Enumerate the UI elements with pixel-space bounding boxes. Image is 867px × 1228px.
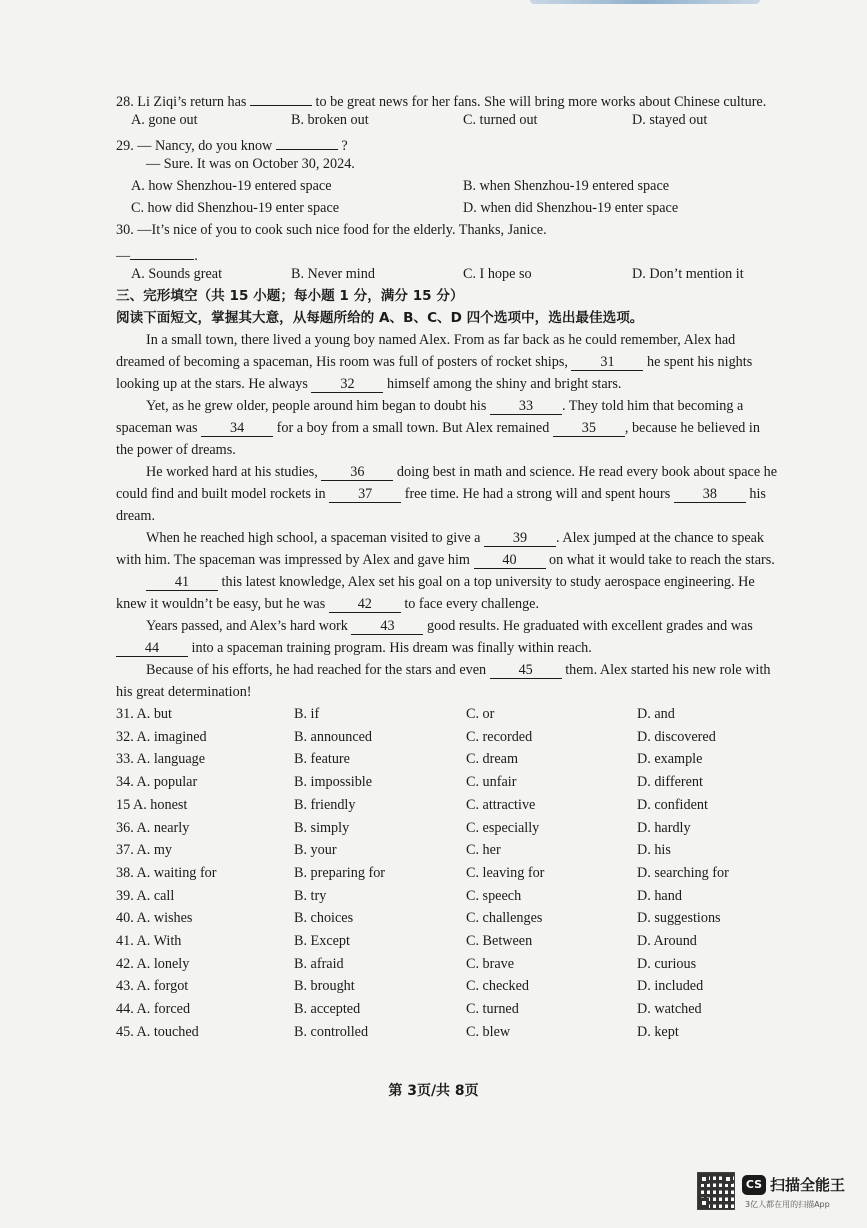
option-c: C. leaving for <box>466 864 545 881</box>
passage-text: for a boy from a small town. But Alex remained <box>276 420 550 436</box>
option-d: D. watched <box>637 1001 702 1018</box>
option-c: C. unfair <box>466 774 517 791</box>
passage-line <box>116 375 621 393</box>
passage-line <box>116 419 760 437</box>
answer-blank <box>130 243 194 260</box>
option-a: 42. A. lonely <box>116 955 190 972</box>
answer-blank <box>276 133 338 150</box>
qr-code-icon <box>697 1172 735 1210</box>
option-c: C. checked <box>466 978 530 995</box>
passage-text: Yet, as he grew older, people around him began to doubt his <box>146 398 487 414</box>
option-c: C. speech <box>466 887 522 904</box>
option-b: B. afraid <box>294 955 344 972</box>
option-c: C. challenges <box>466 910 543 927</box>
blank-33: 33 <box>490 398 562 415</box>
option-c: C. especially <box>466 819 540 836</box>
passage-text: He worked hard at his studies, <box>146 464 318 480</box>
option-c: C. her <box>466 842 501 859</box>
passage-text: good results. He graduated with excellent grades and was <box>426 618 753 634</box>
passage-text: looking up at the stars. He always <box>116 376 308 392</box>
question-28-stem-end: to be great news for her fans. She will bring more works about Chinese culture. <box>315 94 767 110</box>
option-d: D. stayed out <box>632 112 708 128</box>
option-b: B. broken out <box>291 112 369 128</box>
option-b: B. accepted <box>294 1001 361 1018</box>
section-instruction: 阅读下面短文，掌握其大意，从每题所给的 A、B、C、D 四个选项中，选出最佳选项。 <box>116 310 644 326</box>
blank-43: 43 <box>351 618 423 635</box>
passage-text: to face every challenge. <box>404 596 540 612</box>
passage-text: spaceman was <box>116 420 198 436</box>
passage-line <box>116 485 766 503</box>
option-c: C. attractive <box>466 796 536 813</box>
option-a: 45. A. touched <box>116 1023 199 1040</box>
passage-line <box>146 661 771 679</box>
option-d: D. kept <box>637 1023 679 1040</box>
passage-text: into a spaceman training program. His dream was finally within reach. <box>191 640 592 656</box>
option-d: D. and <box>637 706 675 722</box>
option-c: C. recorded <box>466 728 533 745</box>
option-c: C. blew <box>466 1023 511 1040</box>
option-d: D. searching for <box>637 864 729 881</box>
scanner-tagline: 3亿人都在用的扫描App <box>745 1200 830 1209</box>
passage-text: free time. He had a strong will and spent hours <box>404 486 671 502</box>
option-c: C. I hope so <box>463 266 532 282</box>
option-d: D. Don’t mention it <box>632 266 744 282</box>
option-b: B. brought <box>294 978 355 995</box>
option-c: C. or <box>466 706 495 722</box>
option-c: C. turned out <box>463 112 538 128</box>
option-c: C. dream <box>466 751 519 768</box>
passage-text: himself among the shiny and bright stars. <box>386 376 622 392</box>
passage-line <box>116 353 752 371</box>
option-b: B. choices <box>294 910 354 927</box>
blank-44: 44 <box>116 640 188 657</box>
option-b: B. simply <box>294 819 350 836</box>
option-d: D. included <box>637 978 704 995</box>
option-c: C. turned <box>466 1001 519 1018</box>
passage-text: them. Alex started his new role with <box>565 662 771 678</box>
blank-35: 35 <box>553 420 625 437</box>
passage-text: . They told him that becoming a <box>561 398 744 414</box>
blank-34: 34 <box>201 420 273 437</box>
passage-text: knew it wouldn’t be easy, but he was <box>116 596 326 612</box>
blank-41: 41 <box>146 574 218 591</box>
option-d: D. when did Shenzhou-19 enter space <box>463 200 679 216</box>
passage-text: . Alex jumped at the chance to speak <box>556 530 765 546</box>
option-b: B. try <box>294 887 327 904</box>
option-b: B. Never mind <box>291 266 375 282</box>
option-a: 32. A. imagined <box>116 728 207 745</box>
option-b: B. controlled <box>294 1023 369 1040</box>
question-30-reply <box>116 243 198 265</box>
option-a: A. gone out <box>131 112 198 128</box>
option-b: B. if <box>294 706 320 722</box>
scanner-app-name: 扫描全能王 <box>770 1176 846 1194</box>
option-b: B. when Shenzhou-19 entered space <box>463 178 670 194</box>
option-a: 41. A. With <box>116 933 182 949</box>
option-b: B. impossible <box>294 774 373 791</box>
passage-text: this latest knowledge, Alex set his goal on a top university to study aerospace engineering. He <box>221 574 755 590</box>
option-b: B. announced <box>294 728 373 745</box>
passage-line: his great determination! <box>116 684 252 700</box>
blank-37: 37 <box>329 486 401 503</box>
blank-40: 40 <box>474 552 546 569</box>
question-29-stem-end: ? <box>341 138 348 154</box>
blank-36: 36 <box>321 464 393 481</box>
passage-line: In a small town, there lived a young boy named Alex. From as far back as he could remember, Alex had <box>146 332 736 348</box>
passage-text: When he reached high school, a spaceman visited to give a <box>146 530 481 546</box>
passage-line <box>146 529 764 547</box>
passage-line: the power of dreams. <box>116 442 236 458</box>
option-a: 15 A. honest <box>116 796 188 813</box>
dialog-reply: — Sure. It was on October 30, 2024. <box>146 156 355 172</box>
option-d: D. hand <box>637 887 682 904</box>
option-d: D. Around <box>637 933 697 949</box>
question-30: 30. —It’s nice of you to cook such nice food for the elderly. Thanks, Janice. <box>116 222 547 238</box>
passage-text: on what it would take to reach the stars. <box>549 552 775 568</box>
option-d: D. discovered <box>637 728 716 745</box>
option-a: 34. A. popular <box>116 774 198 791</box>
option-d: D. example <box>637 751 703 768</box>
option-d: D. hardly <box>637 819 691 836</box>
option-a: 44. A. forced <box>116 1001 191 1018</box>
question-29-stem: 29. — Nancy, do you know <box>116 138 273 154</box>
option-a: 36. A. nearly <box>116 819 190 836</box>
period: . <box>194 248 198 264</box>
option-b: B. feature <box>294 751 350 768</box>
option-a: 33. A. language <box>116 751 206 768</box>
question-28-stem: 28. Li Ziqi’s return has <box>116 94 247 110</box>
option-a: 37. A. my <box>116 842 172 859</box>
blank-31: 31 <box>571 354 643 371</box>
blank-38: 38 <box>674 486 746 503</box>
option-a: A. Sounds great <box>131 266 223 282</box>
passage-text: , because he believed in <box>624 420 760 436</box>
option-d: D. suggestions <box>637 910 721 927</box>
option-d: D. confident <box>637 796 708 813</box>
camscanner-logo: CS <box>742 1175 766 1195</box>
passage-line: dream. <box>116 508 155 524</box>
passage-text: could find and built model rockets in <box>116 486 326 502</box>
option-d: D. different <box>637 774 703 791</box>
blank-32: 32 <box>311 376 383 393</box>
option-a: 38. A. waiting for <box>116 864 217 881</box>
passage-text: with him. The spaceman was impressed by Alex and gave him <box>116 552 470 568</box>
option-d: D. his <box>637 842 671 859</box>
passage-text: Because of his efforts, he had reached for the stars and even <box>146 662 487 678</box>
answer-blank <box>250 89 312 106</box>
passage-line <box>146 617 753 635</box>
dash: — <box>116 248 131 264</box>
passage-text: dreamed of becoming a spaceman, His room was full of posters of rocket ships, <box>116 354 568 370</box>
option-b: B. your <box>294 842 337 859</box>
option-a: A. how Shenzhou-19 entered space <box>131 178 332 194</box>
option-a: 43. A. forgot <box>116 978 189 995</box>
option-a: 31. A. but <box>116 706 172 722</box>
passage-line <box>116 595 539 613</box>
page-number: 第 3页/共 8页 <box>388 1083 479 1099</box>
option-c: C. Between <box>466 933 533 949</box>
scan-edge-strip <box>530 0 760 4</box>
blank-39: 39 <box>484 530 556 547</box>
option-b: B. Except <box>294 933 350 949</box>
option-a: 39. A. call <box>116 887 175 904</box>
passage-text: Years passed, and Alex’s hard work <box>146 618 348 634</box>
option-d: D. curious <box>637 955 697 972</box>
passage-line <box>146 463 777 481</box>
blank-42: 42 <box>329 596 401 613</box>
option-b: B. friendly <box>294 796 356 813</box>
question-28 <box>116 89 766 111</box>
passage-text: doing best in math and science. He read every book about space he <box>396 464 778 480</box>
passage-text: he spent his nights <box>647 354 753 370</box>
passage-line <box>116 551 775 569</box>
option-c: C. brave <box>466 955 515 972</box>
option-a: 40. A. wishes <box>116 910 193 927</box>
passage-text: his <box>749 486 766 502</box>
passage-line <box>146 573 755 591</box>
question-29 <box>116 133 348 155</box>
blank-45: 45 <box>490 662 562 679</box>
option-c: C. how did Shenzhou-19 enter space <box>131 200 340 216</box>
passage-line <box>146 397 743 415</box>
section-heading: 三、完形填空（共 15 小题；每小题 1 分，满分 15 分） <box>116 288 464 304</box>
passage-line <box>116 639 592 657</box>
option-b: B. preparing for <box>294 864 386 881</box>
